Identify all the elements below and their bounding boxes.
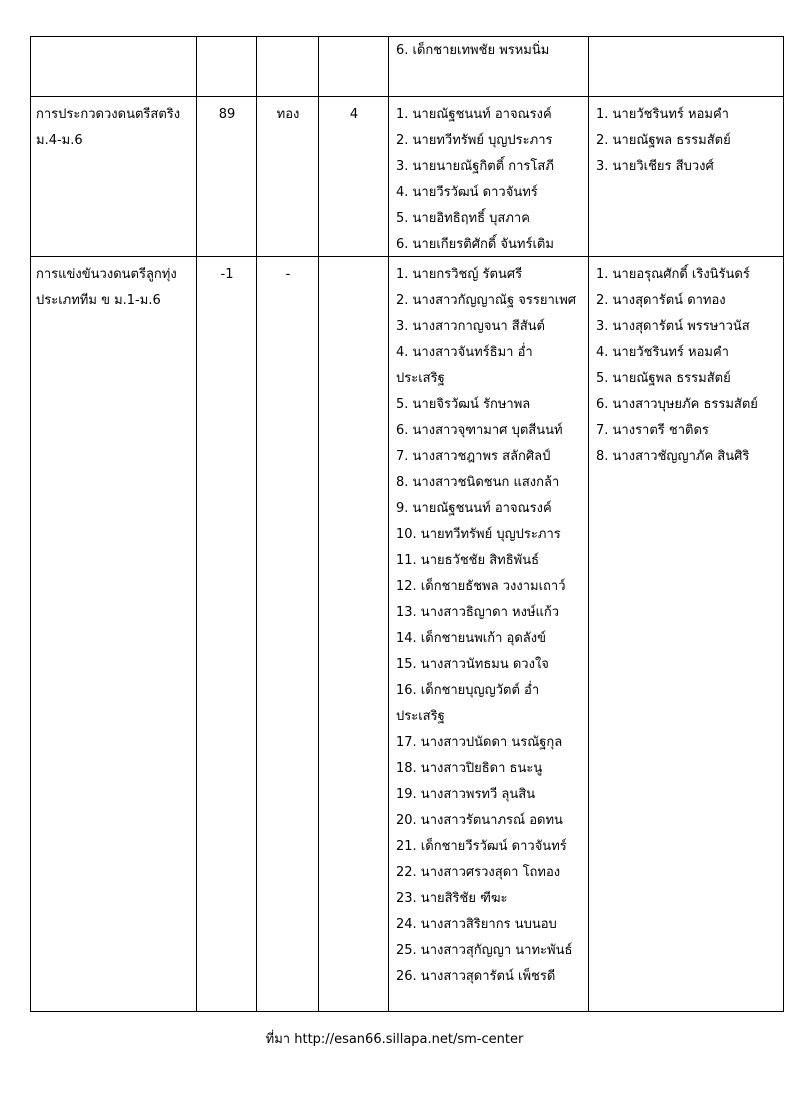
- teacher-name: 8. นางสาวชัญญาภัค สินศิริ: [596, 449, 750, 464]
- teacher-name: 2. นายณัฐพล ธรรมสัตย์: [596, 133, 731, 148]
- student-name: 4. นางสาวจันทร์ธิมา อ่ำ: [396, 345, 533, 360]
- teacher-name: 3. นางสุดารัตน์ พรรษาวนัส: [596, 319, 750, 334]
- student-name: 5. นายจิรวัฒน์ รักษาพล: [396, 397, 531, 412]
- student-name: 2. นางสาวกัญญาณัฐ จรรยาเพศ: [396, 293, 577, 308]
- row2-competition: [36, 262, 194, 314]
- competition-name: การประกวดวงดนตรีสตริง: [36, 107, 181, 122]
- row2-teachers: [596, 262, 782, 470]
- student-name: 4. นายวีรวัฒน์ ดาวจันทร์: [396, 185, 538, 200]
- student-name: 25. นางสาวสุกัญญา นาทะพันธ์: [396, 943, 573, 958]
- row2-score: -1: [220, 267, 234, 282]
- teacher-name: 1. นายวัชรินทร์ หอมคำ: [596, 107, 729, 122]
- teacher-name: 3. นายวิเชียร สีบวงศ์: [596, 159, 714, 174]
- student-name: 18. นางสาวปิยธิดา ธนะนู: [396, 761, 543, 776]
- student-name: 20. นางสาวรัตนาภรณ์ อดทน: [396, 813, 563, 828]
- student-name: 10. นายทวีทรัพย์ บุญประภาร: [396, 527, 561, 542]
- student-name: 24. นางสาวสิริยากร นบนอบ: [396, 917, 557, 932]
- teacher-name: 5. นายณัฐพล ธรรมสัตย์: [596, 371, 731, 386]
- source-footer: ที่มา http://esan66.sillapa.net/sm-center: [265, 1032, 524, 1047]
- teacher-name: 6. นางสาวบุษยภัค ธรรมสัตย์: [596, 397, 758, 412]
- row1-teachers: [596, 102, 782, 180]
- student-name: 19. นางสาวพรทวี ลุนสิน: [396, 787, 536, 802]
- student-name: ประเสริฐ: [396, 371, 445, 386]
- competition-level: ประเภททีม ข ม.1-ม.6: [36, 293, 161, 308]
- row0-students: [396, 38, 586, 64]
- teacher-name: 2. นางสุดารัตน์ ดาทอง: [596, 293, 726, 308]
- row1-rank: 4: [349, 107, 359, 122]
- student-name: 1. นายกรวิชญ์ รัตนศรี: [396, 267, 523, 282]
- student-name: ประเสริฐ: [396, 709, 445, 724]
- student-name: 26. นางสาวสุดารัตน์ เพ็ชรดี: [396, 969, 556, 984]
- student-name: 6. นางสาวจุฑามาศ บุตสีนนท์: [396, 423, 563, 438]
- student-name: 23. นายสิริชัย ฑีฆะ: [396, 891, 508, 906]
- student-name: 12. เด็กชายธัชพล วงงามเถาว์: [396, 579, 566, 594]
- student-name: 22. นางสาวศรวงสุดา โถทอง: [396, 865, 561, 880]
- student-name: 6. นายเกียรติศักดิ์ จันทร์เติม: [396, 237, 554, 252]
- student-name: 2. นายทวีทรัพย์ บุญประภาร: [396, 133, 553, 148]
- student-name: 13. นางสาวธิญาดา หงษ์แก้ว: [396, 605, 560, 620]
- results-table: [30, 36, 784, 1012]
- competition-level: ม.4-ม.6: [36, 133, 83, 148]
- student-name: 14. เด็กชายนพเก้า อุดลังข์: [396, 631, 546, 646]
- teacher-name: 1. นายอรุณศักดิ์ เริงนิรันดร์: [596, 267, 750, 282]
- student-name: 17. นางสาวปนัดดา นรณัฐกุล: [396, 735, 563, 750]
- competition-name: การแข่งขันวงดนตรีลูกทุ่ง: [36, 267, 177, 282]
- student-name: 16. เด็กชายบุญญวัตต์ อ่ำ: [396, 683, 540, 698]
- student-name: 3. นายนายณัฐกิตติ์ การโสภี: [396, 159, 554, 174]
- student-name: 7. นางสาวชฎาพร สลักศิลป์: [396, 449, 551, 464]
- row1-competition: [36, 102, 194, 154]
- student-name: 15. นางสาวนัทธมน ดวงใจ: [396, 657, 549, 672]
- student-name: 6. เด็กชายเทพชัย พรหมนิ่ม: [396, 43, 550, 58]
- row1-students: [396, 102, 586, 258]
- student-name: 5. นายอิทธิฤทธิ์ บุสภาค: [396, 211, 530, 226]
- student-name: 21. เด็กชายวีรวัฒน์ ดาวจันทร์: [396, 839, 567, 854]
- student-name: 11. นายธวัชชัย สิทธิพันธ์: [396, 553, 540, 568]
- teacher-name: 7. นางราตรี ชาติดร: [596, 423, 709, 438]
- teacher-name: 4. นายวัชรินทร์ หอมคำ: [596, 345, 729, 360]
- student-name: 8. นางสาวชนิดชนก แสงกล้า: [396, 475, 560, 490]
- row2-medal: -: [285, 267, 291, 282]
- student-name: 1. นายณัฐชนนท์ อาจณรงค์: [396, 107, 552, 122]
- row1-score: 89: [218, 107, 236, 122]
- row2-students: [396, 262, 586, 990]
- student-name: 9. นายณัฐชนนท์ อาจณรงค์: [396, 501, 552, 516]
- student-name: 3. นางสาวกาญจนา สีสันต์: [396, 319, 545, 334]
- row1-medal: ทอง: [276, 107, 300, 122]
